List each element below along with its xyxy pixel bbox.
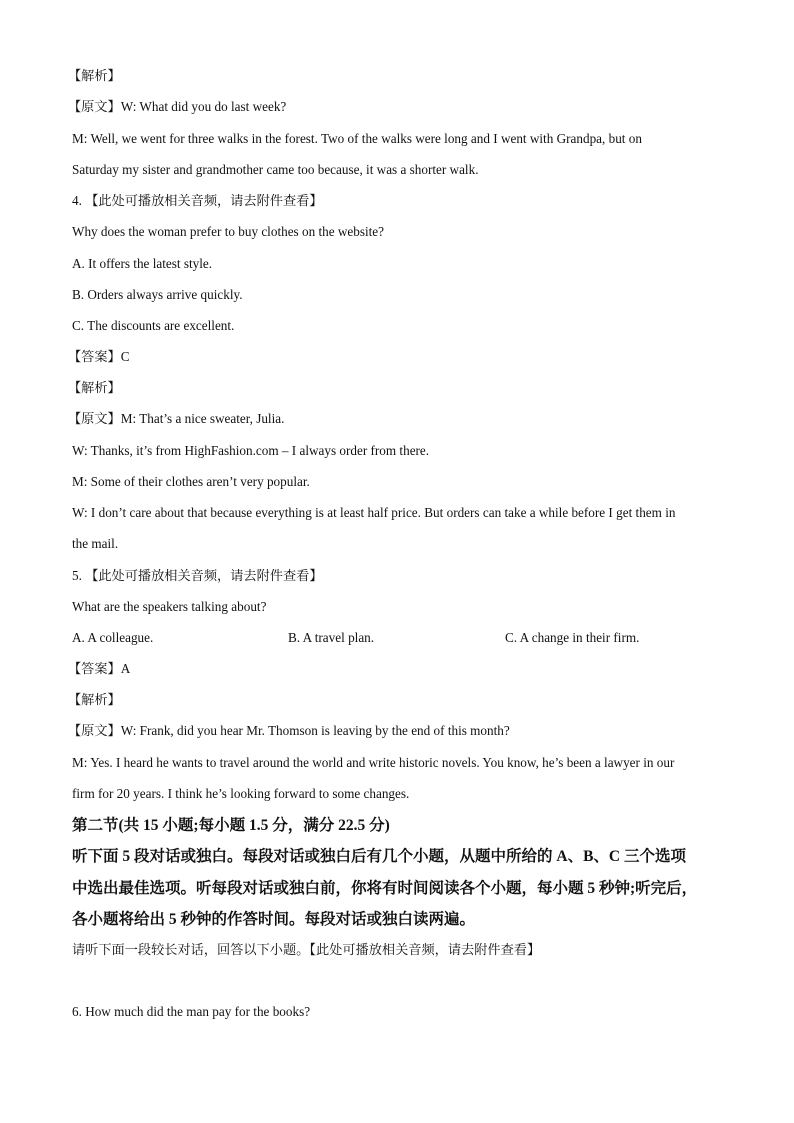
q4-transcript-line: the mail. (72, 536, 119, 551)
q5-analysis-label: 【解析】 (68, 692, 121, 707)
q5-question: What are the speakers talking about? (72, 599, 267, 614)
q5-option-c: C. A change in their firm. (505, 630, 640, 645)
q3-analysis-label: 【解析】 (68, 68, 121, 83)
q4-option-c: C. The discounts are excellent. (72, 318, 235, 333)
listening-prompt: 请听下面一段较长对话，回答以下小题。【此处可播放相关音频，请去附件查看】 (72, 942, 541, 957)
q5-transcript-line: firm for 20 years. I think he’s looking forward to some changes. (72, 786, 410, 801)
section-instructions-line: 各小题将给出 5 秒钟的作答时间。每段对话或独白读两遍。 (72, 911, 476, 928)
section-instructions-line: 中选出最佳选项。听每段对话或独白前，你将有时间阅读各个小题，每小题 5 秒钟;听完后， (72, 880, 698, 897)
q3-transcript-line: 【原文】W: What did you do last week? (68, 99, 287, 114)
q5-option-a: A. A colleague. (72, 630, 154, 645)
q5-header: 5. 【此处可播放相关音频，请去附件查看】 (72, 568, 323, 583)
q4-answer: 【答案】C (68, 349, 130, 364)
section-instructions-line: 听下面 5 段对话或独白。每段对话或独白后有几个小题，从题中所给的 A、B、C 三个选项 (72, 848, 686, 865)
q4-header: 4. 【此处可播放相关音频，请去附件查看】 (72, 193, 323, 208)
q4-option-a: A. It offers the latest style. (72, 256, 213, 271)
q4-analysis-label: 【解析】 (68, 380, 121, 395)
q3-transcript-line: Saturday my sister and grandmother came too because, it was a shorter walk. (72, 162, 479, 177)
q5-transcript-line: 【原文】W: Frank, did you hear Mr. Thomson is leaving by the end of this month? (68, 723, 510, 738)
q4-transcript-line: W: Thanks, it’s from HighFashion.com – I always order from there. (72, 443, 430, 458)
q5-transcript-line: M: Yes. I heard he wants to travel around the world and write historic novels. You know, he’s been a lawyer in our (72, 755, 675, 770)
q5-answer: 【答案】A (68, 661, 131, 676)
q3-transcript-line: M: Well, we went for three walks in the forest. Two of the walks were long and I went with Grandpa, but on (72, 131, 642, 146)
q6-question: 6. How much did the man pay for the books? (72, 1004, 311, 1019)
q5-option-b: B. A travel plan. (288, 630, 375, 645)
q4-question: Why does the woman prefer to buy clothes on the website? (72, 224, 385, 239)
q4-transcript-line: 【原文】M: That’s a nice sweater, Julia. (68, 411, 285, 426)
q4-transcript-line: W: I don’t care about that because everything is at least half price. But orders can take a while before I get them in (72, 505, 676, 520)
section-title: 第二节(共 15 小题;每小题 1.5 分，满分 22.5 分) (72, 817, 390, 834)
q4-transcript-line: M: Some of their clothes aren’t very popular. (72, 474, 310, 489)
q4-option-b: B. Orders always arrive quickly. (72, 287, 243, 302)
